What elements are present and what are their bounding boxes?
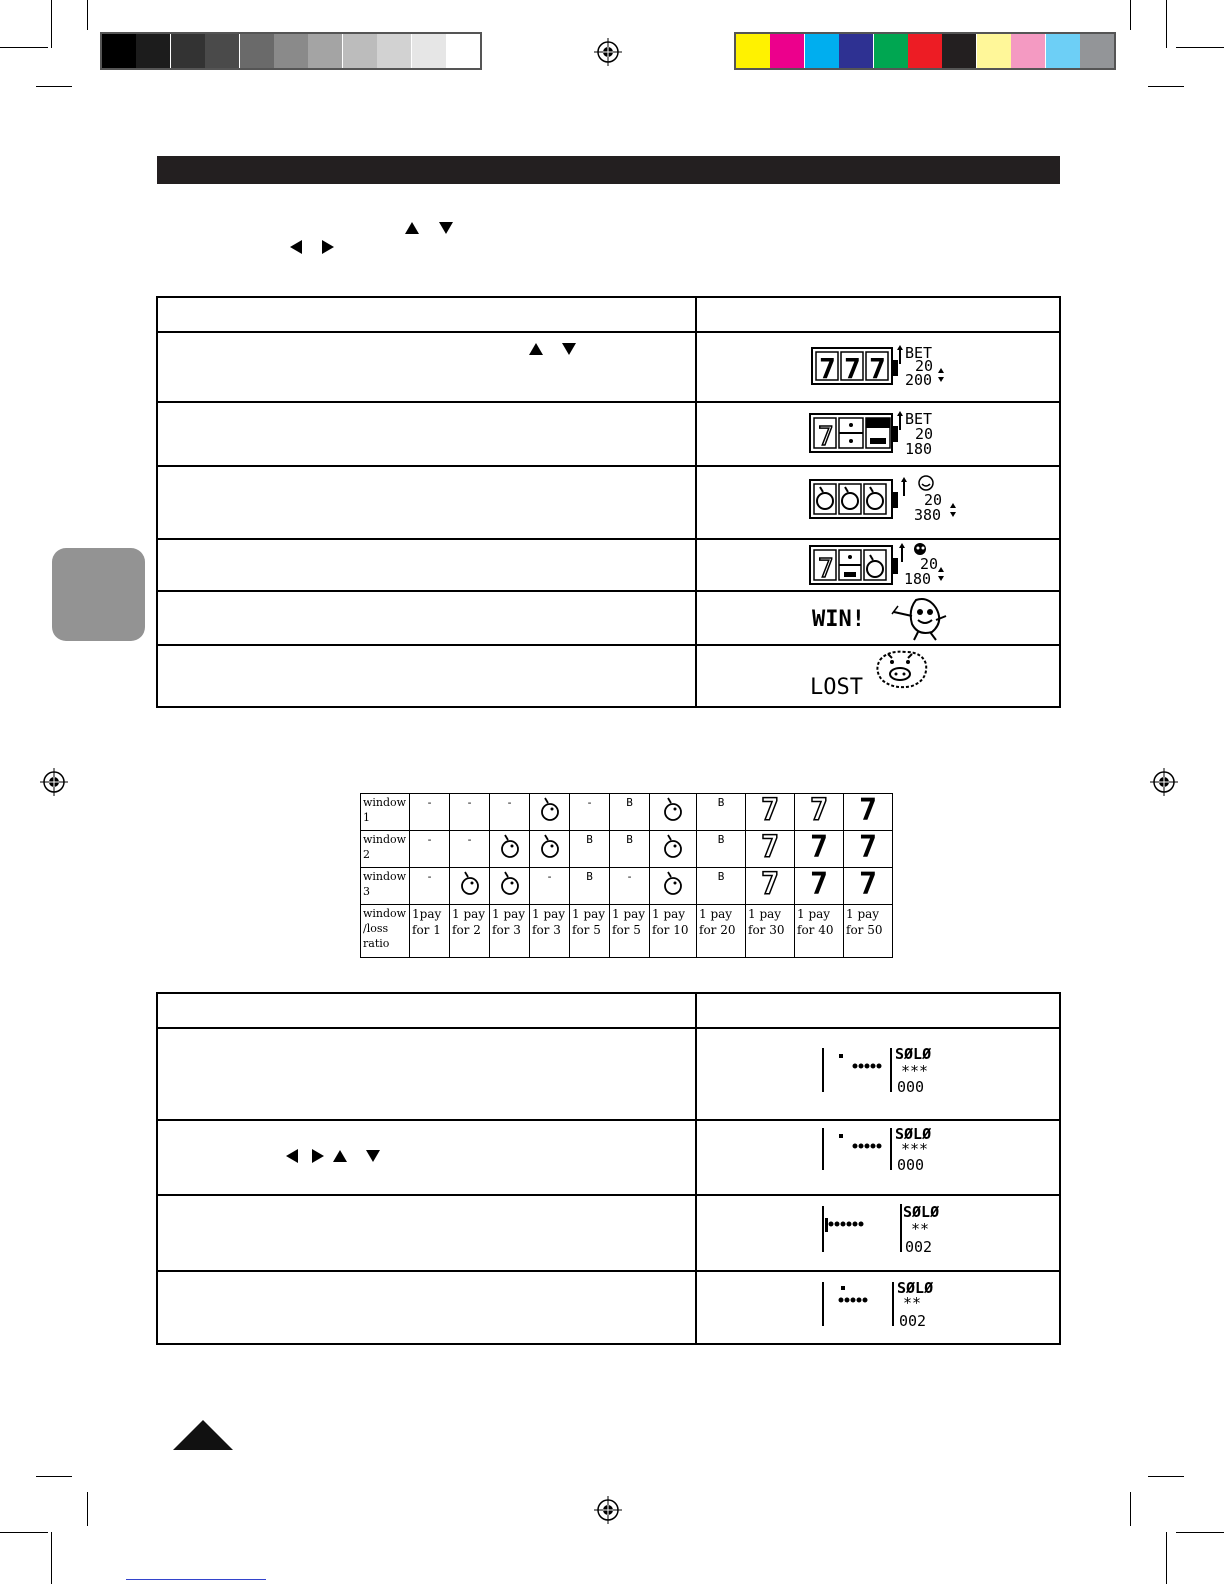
solo-mode: SØLØ <box>895 1125 932 1143</box>
table-row-divider <box>156 1027 1061 1029</box>
sad-face-icon <box>914 543 926 555</box>
gray-swatch <box>343 34 377 68</box>
pay-cell: - <box>610 868 650 905</box>
apple-icon <box>490 831 530 868</box>
color-swatch <box>736 34 770 68</box>
ratio-cell <box>490 905 530 958</box>
reel-symbol: 7 <box>844 352 861 385</box>
ratio-pay: 1 pay <box>612 907 646 921</box>
apple-icon <box>530 831 570 868</box>
ratio-for: for 2 <box>452 923 481 937</box>
outline-seven-icon: 7 <box>746 794 795 831</box>
win-screen <box>808 592 958 644</box>
ratio-for: for 40 <box>797 923 834 937</box>
table-row-divider <box>156 1194 1061 1196</box>
solo-score: 000 <box>897 1078 925 1096</box>
table-row-divider <box>156 331 1061 333</box>
bottom-link-line <box>126 1579 266 1580</box>
lcd-credit: 380 <box>914 506 942 524</box>
ratio-cell <box>746 905 795 958</box>
crop-mark <box>1148 1476 1184 1477</box>
crop-mark <box>1176 47 1224 48</box>
gray-swatch <box>274 34 308 68</box>
crop-mark <box>1176 1532 1224 1533</box>
gray-swatch <box>240 34 274 68</box>
ratio-for: for 30 <box>748 923 785 937</box>
up-arrow-icon <box>529 343 543 355</box>
pay-cell: B <box>570 831 610 868</box>
pay-table <box>360 793 893 958</box>
lcd-indicator: BET <box>905 410 933 428</box>
pay-cell: - <box>410 794 450 831</box>
color-swatch <box>1080 34 1114 68</box>
crop-mark <box>1166 0 1167 48</box>
table-row-divider <box>156 401 1061 403</box>
pay-cell: - <box>450 794 490 831</box>
table-row-divider <box>156 1119 1061 1121</box>
table-row <box>361 905 893 958</box>
slot-screen-bet <box>808 406 958 462</box>
table-divider <box>695 296 697 708</box>
down-arrow-icon <box>366 1150 380 1162</box>
pay-cell: B <box>570 868 610 905</box>
crop-mark <box>51 1532 52 1584</box>
table-row <box>361 831 893 868</box>
color-swatch <box>942 34 976 68</box>
color-swatch <box>770 34 804 68</box>
crop-mark <box>87 1492 88 1526</box>
ratio-for: for 5 <box>612 923 641 937</box>
apple-icon <box>650 831 697 868</box>
lcd-bet: 20 <box>920 555 939 573</box>
apple-icon <box>650 868 697 905</box>
solo-screen <box>815 1042 955 1098</box>
right-arrow-icon <box>312 1149 324 1163</box>
pay-cell: - <box>410 868 450 905</box>
registration-mark-icon <box>40 768 68 796</box>
gray-swatch <box>412 34 446 68</box>
color-swatch <box>1011 34 1045 68</box>
pay-cell: - <box>490 794 530 831</box>
ratio-for: for 1 <box>412 923 441 937</box>
apple-icon <box>650 794 697 831</box>
ratio-for: for 20 <box>699 923 736 937</box>
crop-mark <box>1130 0 1131 30</box>
color-swatch <box>908 34 942 68</box>
solo-marks: *** <box>901 1062 929 1080</box>
solo-score: 000 <box>897 1156 925 1174</box>
down-arrow-icon <box>439 222 453 234</box>
left-arrow-icon <box>290 240 302 254</box>
lcd-bet: 20 <box>915 357 934 375</box>
ratio-cell <box>530 905 570 958</box>
outline-seven-icon: 7 <box>746 868 795 905</box>
ratio-pay: 1 pay <box>748 907 782 921</box>
solo-mode: SØLØ <box>897 1279 934 1297</box>
table-row <box>361 868 893 905</box>
ratio-pay: 1 pay <box>452 907 486 921</box>
color-swatch <box>874 34 908 68</box>
ratio-for: for 5 <box>572 923 601 937</box>
apple-icon <box>530 794 570 831</box>
crop-mark <box>1130 1492 1131 1526</box>
crop-mark <box>51 0 52 48</box>
gray-swatch <box>205 34 239 68</box>
lost-text: LOST <box>810 675 863 700</box>
crop-mark <box>36 1476 72 1477</box>
solid-seven-icon: 7 <box>844 868 893 905</box>
smile-face-icon <box>919 476 933 490</box>
ratio-for: for 3 <box>532 923 561 937</box>
ratio-pay: 1pay <box>412 907 442 921</box>
table-row <box>361 794 893 831</box>
solo-screen <box>815 1276 965 1332</box>
registration-mark-icon <box>594 38 622 66</box>
registration-mark-icon <box>1150 768 1178 796</box>
ratio-for: for 50 <box>846 923 883 937</box>
ratio-for: for 3 <box>492 923 521 937</box>
solo-marks: ** <box>911 1220 930 1238</box>
reel-symbol: 7 <box>818 422 834 452</box>
up-arrow-icon <box>333 1150 347 1162</box>
pay-cell: - <box>410 831 450 868</box>
up-arrow-icon <box>405 222 419 234</box>
solo-screen <box>815 1198 965 1258</box>
reel-symbol: 7 <box>869 352 886 385</box>
lcd-credit: 180 <box>904 570 932 588</box>
pay-cell: B <box>697 794 746 831</box>
down-arrow-icon <box>562 343 576 355</box>
pay-cell: B <box>610 794 650 831</box>
solo-marks: ** <box>903 1294 922 1312</box>
ratio-cell <box>844 905 893 958</box>
gray-swatch <box>136 34 170 68</box>
color-swatch <box>839 34 873 68</box>
gray-swatch <box>171 34 205 68</box>
ratio-pay: 1 pay <box>846 907 880 921</box>
win-text: WIN! <box>812 607 865 632</box>
pay-cell: - <box>530 868 570 905</box>
reel-symbol: 7 <box>818 554 834 584</box>
pay-cell: B <box>697 831 746 868</box>
crop-mark <box>1148 86 1184 87</box>
solo-mode: SØLØ <box>895 1045 932 1063</box>
row-label: window /loss ratio <box>361 905 410 958</box>
lcd-credit: 200 <box>905 371 933 389</box>
table-divider <box>695 992 697 1345</box>
lcd-bet: 20 <box>915 425 934 443</box>
ratio-cell <box>697 905 746 958</box>
solo-score: 002 <box>899 1312 927 1330</box>
happy-mascot-icon <box>892 599 946 640</box>
color-swatch <box>805 34 839 68</box>
lcd-credit: 180 <box>905 440 933 458</box>
gray-swatch <box>102 34 136 68</box>
lcd-bet: 20 <box>924 491 943 509</box>
color-swatch <box>1046 34 1080 68</box>
ratio-cell <box>650 905 697 958</box>
row-label: window 3 <box>361 868 410 905</box>
table-row-divider <box>156 465 1061 467</box>
solo-mode: SØLØ <box>903 1203 940 1221</box>
table-row-divider <box>156 1270 1061 1272</box>
gray-swatch <box>377 34 411 68</box>
pay-cell: - <box>450 831 490 868</box>
crop-mark <box>0 47 48 48</box>
lost-screen <box>808 646 958 704</box>
ratio-for: for 10 <box>652 923 689 937</box>
solo-marks: *** <box>901 1140 929 1158</box>
gray-swatch <box>446 34 480 68</box>
slot-screen-777 <box>808 340 958 392</box>
color-swatch <box>977 34 1011 68</box>
ratio-pay: 1 pay <box>652 907 686 921</box>
pay-cell: - <box>570 794 610 831</box>
section-header-bar <box>157 156 1060 184</box>
ratio-pay: 1 pay <box>699 907 733 921</box>
ratio-pay: 1 pay <box>532 907 566 921</box>
ratio-cell <box>570 905 610 958</box>
right-arrow-icon <box>322 240 334 254</box>
pay-cell: B <box>697 868 746 905</box>
pay-cell: B <box>610 831 650 868</box>
ratio-pay: 1 pay <box>797 907 831 921</box>
ratio-cell <box>410 905 450 958</box>
ratio-pay: 1 pay <box>492 907 526 921</box>
solid-seven-icon: 7 <box>844 794 893 831</box>
crop-mark <box>87 0 88 30</box>
reel-symbol: 7 <box>819 352 836 385</box>
ratio-cell <box>450 905 490 958</box>
apple-icon <box>450 868 490 905</box>
apple-icon <box>490 868 530 905</box>
crop-mark <box>0 1532 48 1533</box>
solid-seven-icon: 7 <box>795 868 844 905</box>
page-corner-triangle-icon <box>173 1420 233 1450</box>
left-arrow-icon <box>286 1149 298 1163</box>
ratio-cell <box>795 905 844 958</box>
ratio-cell <box>610 905 650 958</box>
lcd-indicator: BET <box>905 344 933 362</box>
row-label: window 1 <box>361 794 410 831</box>
crop-mark <box>36 86 72 87</box>
solo-screen <box>815 1122 955 1174</box>
crop-mark <box>1166 1532 1167 1584</box>
solo-score: 002 <box>905 1238 933 1256</box>
outline-seven-icon: 7 <box>795 794 844 831</box>
solid-seven-icon: 7 <box>844 831 893 868</box>
outline-seven-icon: 7 <box>746 831 795 868</box>
registration-mark-icon <box>594 1496 622 1524</box>
ratio-pay: 1 pay <box>572 907 606 921</box>
sad-pig-icon <box>877 652 926 687</box>
gray-swatch <box>308 34 342 68</box>
chapter-tab <box>52 548 145 641</box>
row-label: window 2 <box>361 831 410 868</box>
slot-screen-loss <box>808 540 968 590</box>
solid-seven-icon: 7 <box>795 831 844 868</box>
slot-screen-apples <box>808 472 968 528</box>
